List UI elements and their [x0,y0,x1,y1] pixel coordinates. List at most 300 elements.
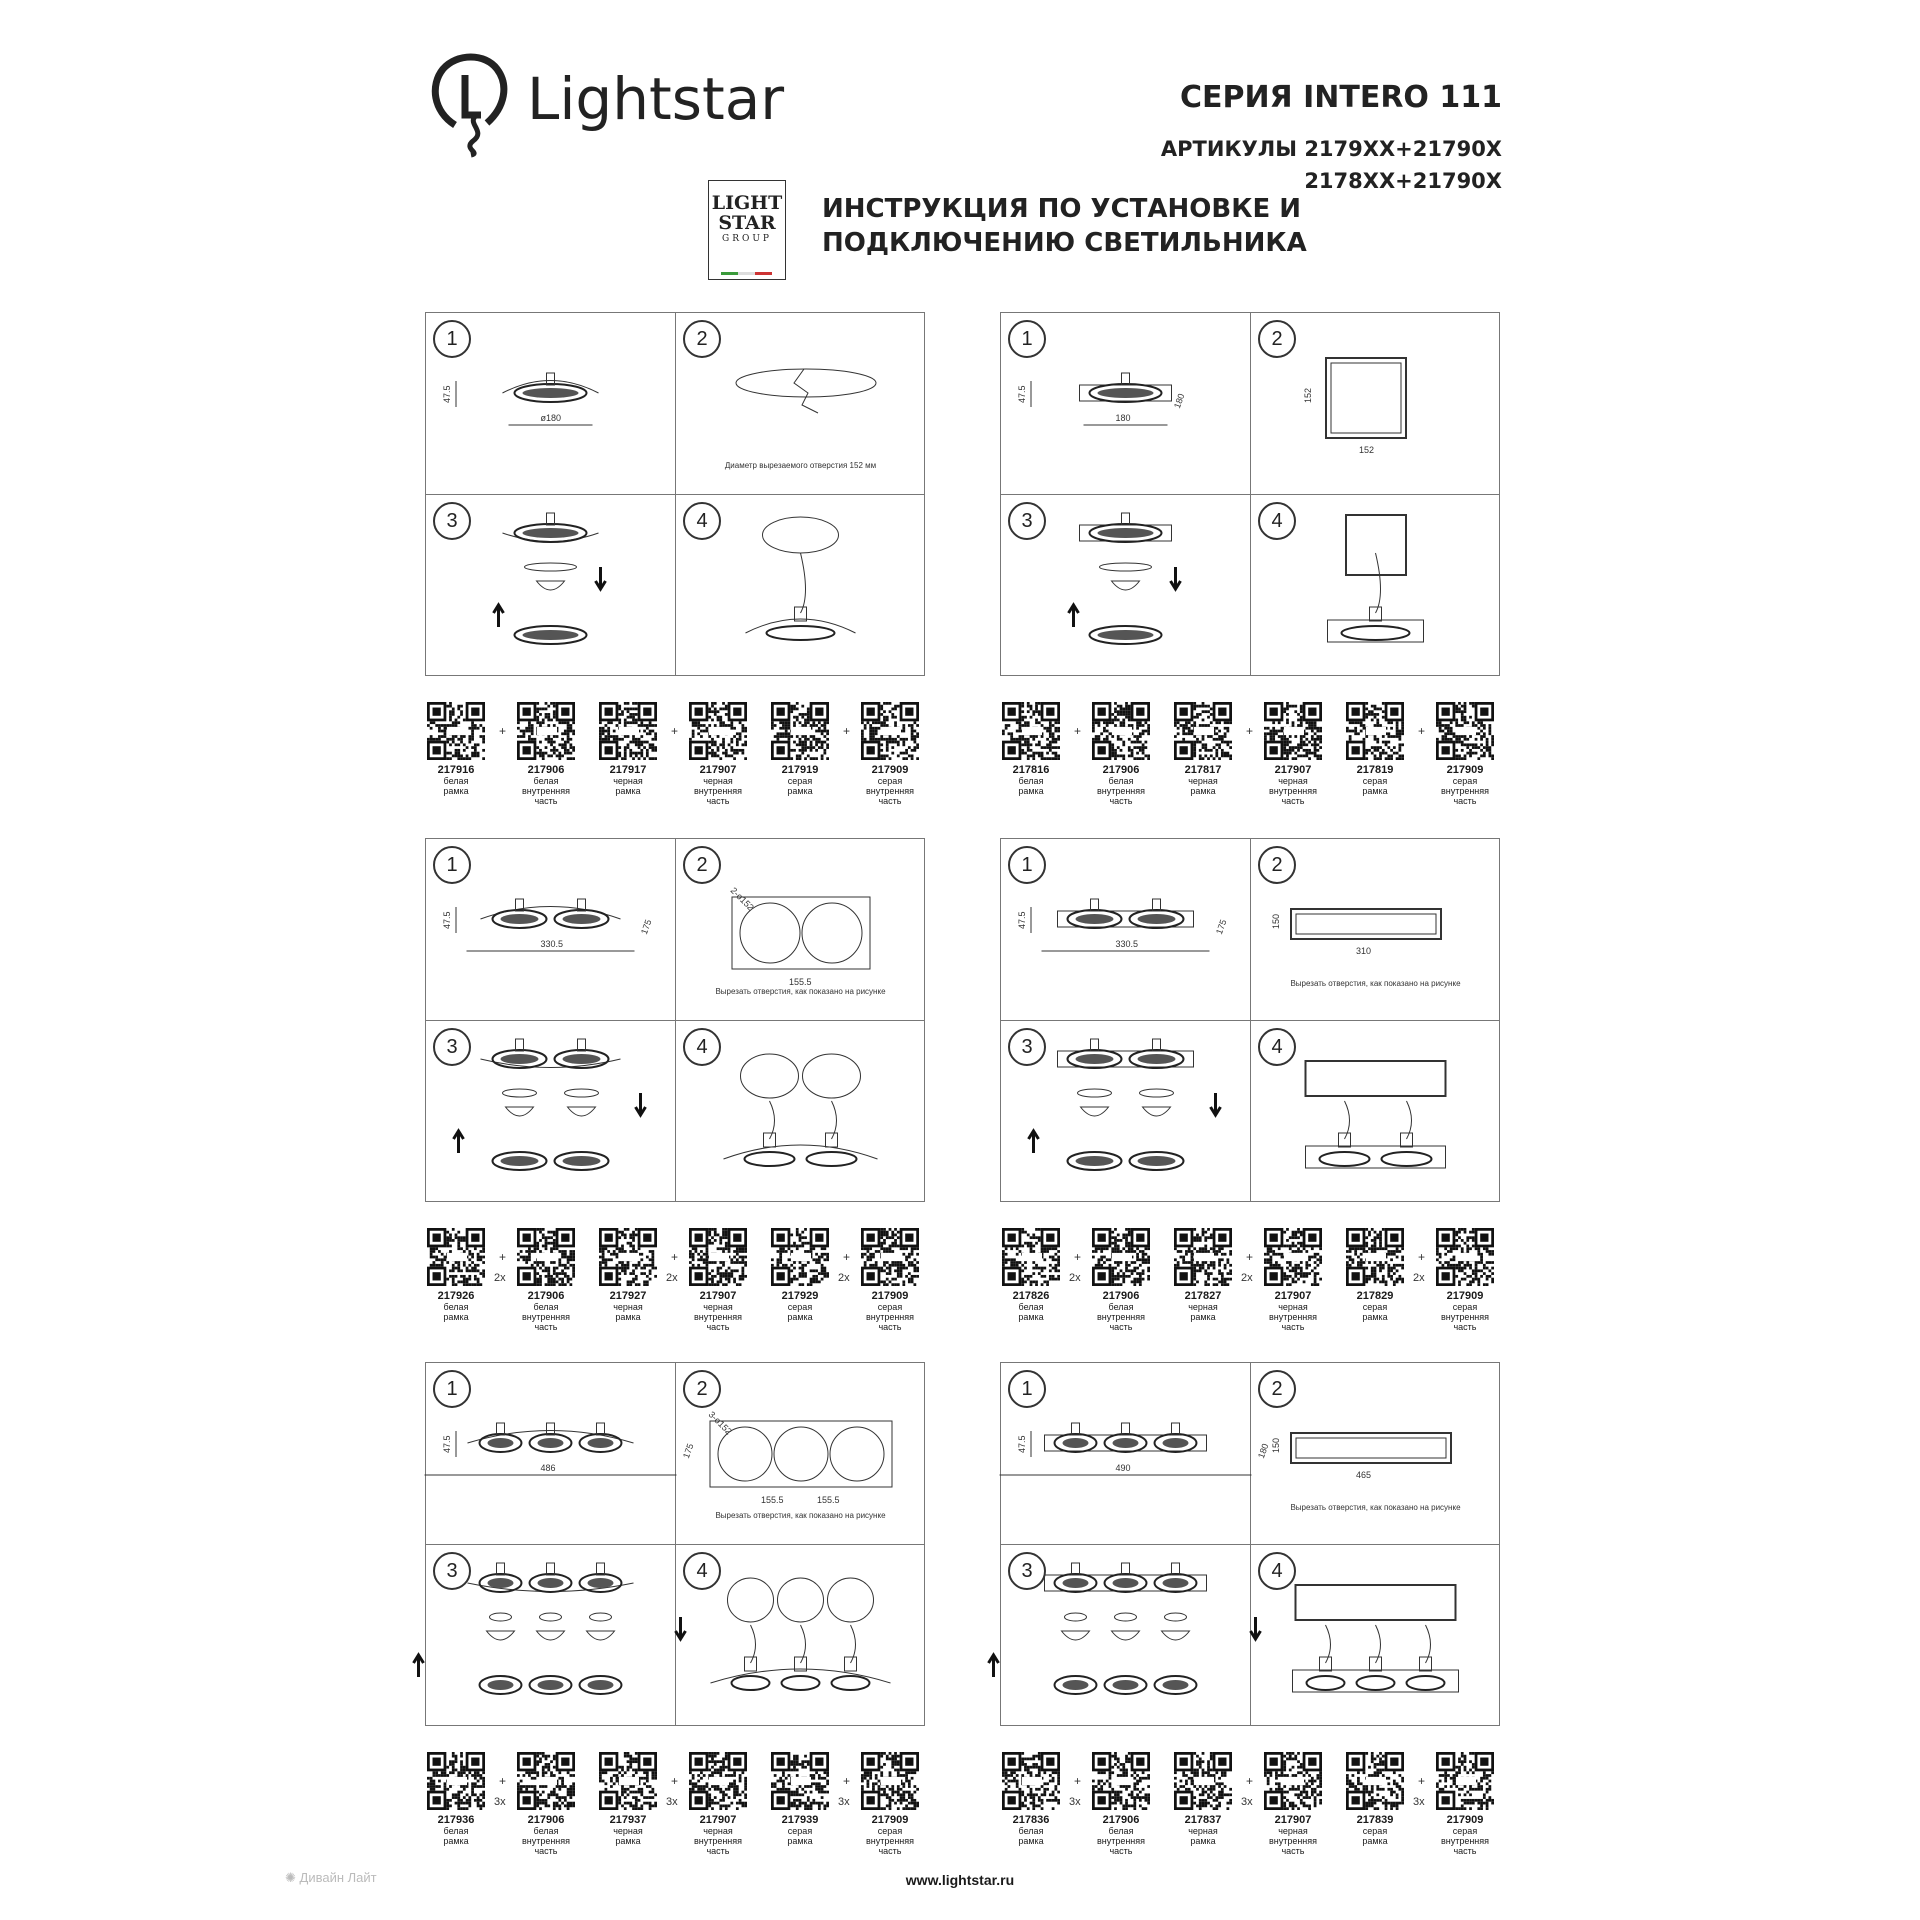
article-code: 217929 [781,1290,819,1302]
step-cell [1001,1363,1271,1544]
article-desc-line-2: рамка [1018,1312,1044,1322]
article-desc-line-2: рамка [1362,1312,1388,1322]
article-desc-line-1: белая [443,1302,469,1312]
plus-sign: + [1246,1250,1254,1264]
cut-dim-b: 155.5 [789,977,812,987]
dim-height: 47.5 [1017,1435,1027,1453]
article-desc-line-2: часть [1453,796,1477,806]
step-number: 1 [1008,320,1046,358]
article-desc-line-2: часть [1453,1846,1477,1856]
step-number: 3 [1008,1028,1046,1066]
article-code: 217909 [1446,764,1484,776]
article-code: 217906 [527,764,565,776]
step-cell [676,1363,925,1544]
cut-note: Вырезать отверстия, как показано на рисунке [1290,979,1461,988]
qr-code-item[interactable] [515,1752,577,1856]
dim-height: 47.5 [1017,911,1027,929]
article-desc-line-1: черная внутренняя [693,1826,743,1846]
step-number: 2 [1258,1370,1296,1408]
quantity-multiplier: 3x [1069,1796,1081,1808]
qr-code-item[interactable] [1090,702,1152,806]
article-desc-line-1: серая внутренняя [865,776,915,796]
cut-dim-b: 310 [1356,946,1372,956]
article-desc-line-2: часть [1453,1322,1477,1332]
article-code: 217916 [437,764,475,776]
qr-code-icon[interactable] [1172,1228,1234,1286]
qr-code-icon[interactable] [1172,702,1234,760]
article-desc-line-2: рамка [1018,786,1044,796]
article-desc-line-1: серая [787,1302,813,1312]
plus-sign: + [1246,724,1254,738]
cut-dim-a: 3-ø152 [706,1409,734,1437]
quantity-multiplier: 3x [494,1796,506,1808]
quantity-multiplier: 3x [1241,1796,1253,1808]
step-cell [676,313,925,494]
step-number: 1 [1008,846,1046,884]
step-cell [676,1021,925,1202]
step-number: 4 [1258,1028,1296,1066]
step-number: 2 [1258,320,1296,358]
article-desc-line-1: белая [443,776,469,786]
article-desc-line-1: серая внутренняя [1440,1826,1490,1846]
article-code: 217836 [1012,1814,1050,1826]
article-desc-line-2: часть [706,1846,730,1856]
instruction-panel [425,312,925,676]
step-number: 3 [1008,502,1046,540]
quantity-multiplier: 2x [494,1272,506,1284]
qr-code-item[interactable] [1000,1228,1062,1322]
dim-side: 175 [1213,918,1229,936]
qr-code-item[interactable] [1344,1752,1406,1846]
light-star-group-logo [708,180,786,280]
quantity-multiplier: 2x [838,1272,850,1284]
group-logo-light: LIGHT [711,192,783,214]
article-desc-line-1: белая [1018,1826,1044,1836]
qr-code-icon[interactable] [1344,1752,1406,1810]
article-desc-line-2: рамка [787,1312,813,1322]
qr-code-icon[interactable] [597,702,659,760]
step-number: 1 [1008,1370,1046,1408]
dim-height: 47.5 [442,385,452,403]
article-desc-line-2: часть [534,796,558,806]
qr-code-icon[interactable] [859,702,921,760]
article-code: 217909 [871,1290,909,1302]
qr-code-icon[interactable] [1090,702,1152,760]
article-desc-line-1: черная [1188,1302,1218,1312]
qr-code-icon[interactable] [1344,702,1406,760]
article-desc-line-1: черная внутренняя [1268,1826,1318,1846]
article-desc-line-1: серая [1362,776,1388,786]
qr-code-icon[interactable] [769,1752,831,1810]
qr-code-item[interactable] [1000,702,1062,796]
step-number: 4 [1258,1552,1296,1590]
article-code: 217909 [1446,1814,1484,1826]
qr-code-item[interactable] [1090,1228,1152,1332]
article-desc-line-1: серая внутренняя [1440,1302,1490,1322]
italian-flag-stripe [721,262,773,265]
quantity-multiplier: 2x [1069,1272,1081,1284]
step-number: 1 [433,320,471,358]
plus-sign: + [1418,1250,1426,1264]
article-desc-line-1: черная [1188,1826,1218,1836]
article-desc-line-1: белая внутренняя [521,776,571,796]
qr-code-icon[interactable] [425,1752,487,1810]
qr-code-item[interactable] [425,1228,487,1322]
cut-dim-b: 465 [1356,1470,1372,1480]
article-desc-line-1: белая внутренняя [1096,1826,1146,1846]
article-code: 217909 [871,1814,909,1826]
articles-line-2: 2178XX+21790X [1304,169,1502,193]
instruction-panel [1000,1362,1500,1726]
article-desc-line-2: часть [878,1322,902,1332]
qr-code-item[interactable] [597,702,659,796]
qr-code-icon[interactable] [1090,1228,1152,1286]
article-desc-line-1: белая [1018,776,1044,786]
step-number: 4 [683,1552,721,1590]
qr-code-item[interactable] [859,1752,921,1856]
article-code: 217907 [1274,764,1312,776]
article-desc-line-2: рамка [1190,786,1216,796]
series-title: СЕРИЯ INTERO 111 [1179,80,1502,115]
dim-width: 180 [1115,413,1131,423]
article-code: 217909 [871,764,909,776]
qr-code-icon[interactable] [1090,1752,1152,1810]
step-cell [426,839,675,1020]
article-desc-line-1: черная [613,1826,643,1836]
qr-code-item[interactable] [769,1752,831,1846]
title-line-1: ИНСТРУКЦИЯ ПО УСТАНОВКЕ И [822,194,1302,224]
qr-code-item[interactable] [425,702,487,796]
qr-code-icon[interactable] [515,1752,577,1810]
step-cell [1001,313,1250,494]
qr-code-icon[interactable] [1344,1228,1406,1286]
article-desc-line-2: рамка [615,786,641,796]
qr-code-icon[interactable] [769,702,831,760]
step-number: 4 [683,502,721,540]
step-cell [676,495,925,676]
plus-sign: + [843,724,851,738]
qr-code-icon[interactable] [515,1228,577,1286]
qr-code-item[interactable] [1344,1228,1406,1322]
article-desc-line-1: белая [1018,1302,1044,1312]
plus-sign: + [1074,1250,1082,1264]
qr-code-item[interactable] [769,702,831,796]
step-number: 2 [683,1370,721,1408]
dim-width: 486 [540,1463,556,1473]
qr-code-item[interactable] [769,1228,831,1322]
group-logo-star: STAR [718,212,776,234]
footer-brand-icon: ✺ [285,1870,300,1885]
step-number: 2 [683,846,721,884]
article-desc-line-2: часть [706,796,730,806]
step-number: 2 [683,320,721,358]
quantity-multiplier: 2x [666,1272,678,1284]
article-code: 217817 [1184,764,1222,776]
dim-height: 47.5 [442,911,452,929]
step-cell [426,1545,675,1726]
step-cell [1001,1545,1250,1726]
quantity-multiplier: 3x [1413,1796,1425,1808]
cut-dim-c: 155.5 [817,1495,840,1505]
qr-code-row [1000,702,1520,812]
plus-sign: + [1418,1774,1426,1788]
qr-code-item[interactable] [1434,1752,1496,1856]
qr-code-item[interactable] [1172,1752,1234,1846]
dim-side: 180 [1171,392,1187,410]
qr-code-item[interactable] [1434,1228,1496,1332]
qr-code-icon[interactable] [1434,1752,1496,1810]
article-desc-line-2: рамка [787,1836,813,1846]
qr-code-icon[interactable] [1000,702,1062,760]
qr-code-item[interactable] [859,1228,921,1332]
article-code: 217926 [437,1290,475,1302]
step-cell [676,839,925,1020]
cut-note: Вырезать отверстия, как показано на рисунке [715,1511,886,1520]
step-cell [1001,839,1250,1020]
qr-code-icon[interactable] [1000,1752,1062,1810]
plus-sign: + [1074,724,1082,738]
article-desc-line-2: часть [878,1846,902,1856]
qr-code-icon[interactable] [1434,1228,1496,1286]
cut-dim-a: 150 [1271,913,1281,929]
article-desc-line-2: рамка [1362,786,1388,796]
article-code: 217907 [699,1814,737,1826]
plus-sign: + [499,724,507,738]
plus-sign: + [1246,1774,1254,1788]
quantity-multiplier: 2x [1413,1272,1425,1284]
qr-code-item[interactable] [687,1228,749,1332]
qr-code-icon[interactable] [687,1228,749,1286]
article-desc-line-2: часть [1109,796,1133,806]
article-code: 217829 [1356,1290,1394,1302]
article-desc-line-2: рамка [443,1836,469,1846]
qr-code-icon[interactable] [859,1228,921,1286]
article-code: 217816 [1012,764,1050,776]
qr-code-item[interactable] [515,1228,577,1332]
qr-code-row [425,1752,945,1862]
cut-dim-a: 152 [1303,387,1313,403]
dim-side: 175 [638,918,654,936]
bulb-logo-icon [425,45,525,155]
qr-code-icon[interactable] [425,702,487,760]
article-desc-line-1: серая [1362,1826,1388,1836]
qr-code-item[interactable] [1344,702,1406,796]
qr-code-item[interactable] [515,702,577,806]
dim-side: 175 [680,1442,696,1460]
qr-code-item[interactable] [425,1752,487,1846]
article-code: 217819 [1356,764,1394,776]
dim-width: 330.5 [540,939,564,949]
step-number: 3 [1008,1552,1046,1590]
article-code: 217919 [781,764,819,776]
qr-code-item[interactable] [1262,1228,1324,1332]
step-cell [426,313,675,494]
lightstar-logo [425,45,805,155]
article-desc-line-1: серая внутренняя [865,1826,915,1846]
article-desc-line-2: рамка [1190,1836,1216,1846]
article-desc-line-2: часть [1109,1846,1133,1856]
plus-sign: + [671,1774,679,1788]
dim-width: 490 [1115,1463,1131,1473]
qr-code-item[interactable] [1090,1752,1152,1856]
series-header [1161,80,1502,197]
group-logo-group: GROUP [722,234,772,244]
plus-sign: + [843,1774,851,1788]
article-desc-line-2: часть [1281,1846,1305,1856]
cut-dim-a: 2-ø152 [728,885,756,913]
article-code: 217906 [527,1814,565,1826]
qr-code-item[interactable] [1172,1228,1234,1322]
article-code: 217906 [527,1290,565,1302]
footer-url[interactable]: www.lightstar.ru [905,1872,1015,1888]
instruction-title [822,192,1307,260]
article-desc-line-1: серая [787,776,813,786]
article-code: 217837 [1184,1814,1222,1826]
article-code: 217907 [699,764,737,776]
qr-code-item[interactable] [859,702,921,806]
footer-brand-text: Дивайн Лайт [299,1870,377,1885]
qr-code-item[interactable] [1262,702,1324,806]
article-code: 217907 [1274,1814,1312,1826]
cut-note: Вырезать отверстия, как показано на рисунке [1290,1503,1461,1512]
qr-code-row [1000,1228,1520,1338]
article-desc-line-2: часть [534,1846,558,1856]
step-cell [426,1021,675,1202]
article-code: 217906 [1102,1290,1140,1302]
qr-code-icon[interactable] [1262,1228,1324,1286]
cut-dim-b: 155.5 [761,1495,784,1505]
qr-code-icon[interactable] [859,1752,921,1810]
article-desc-line-1: черная внутренняя [693,776,743,796]
qr-code-icon[interactable] [1262,702,1324,760]
qr-code-icon[interactable] [1262,1752,1324,1810]
quantity-multiplier: 3x [838,1796,850,1808]
cut-note: Вырезать отверстия, как показано на рисунке [715,987,886,996]
qr-code-item[interactable] [597,1752,659,1846]
step-number: 2 [1258,846,1296,884]
article-code: 217839 [1356,1814,1394,1826]
step-cell [1251,1021,1500,1202]
instruction-panel [425,838,925,1202]
plus-sign: + [843,1250,851,1264]
qr-code-icon[interactable] [769,1228,831,1286]
plus-sign: + [671,1250,679,1264]
qr-code-item[interactable] [597,1228,659,1322]
cut-note: Диаметр вырезаемого отверстия 152 мм [724,461,877,470]
step-cell [426,1363,696,1544]
dim-width: 330.5 [1115,939,1139,949]
step-cell [1001,495,1250,676]
quantity-multiplier: 2x [1241,1272,1253,1284]
quantity-multiplier: 3x [666,1796,678,1808]
article-desc-line-1: черная [613,776,643,786]
article-desc-line-1: белая внутренняя [521,1302,571,1322]
article-code: 217827 [1184,1290,1222,1302]
step-cell [1251,1363,1500,1544]
article-desc-line-2: часть [878,796,902,806]
article-desc-line-2: часть [1281,1322,1305,1332]
qr-code-icon[interactable] [687,702,749,760]
qr-code-icon[interactable] [515,702,577,760]
article-code: 217936 [437,1814,475,1826]
instruction-panel [1000,838,1500,1202]
article-code: 217906 [1102,1814,1140,1826]
step-number: 3 [433,502,471,540]
qr-code-icon[interactable] [687,1752,749,1810]
article-desc-line-1: серая внутренняя [1440,776,1490,796]
article-desc-line-2: рамка [615,1836,641,1846]
cut-dim-a: 150 [1271,1437,1281,1453]
qr-code-row [1000,1752,1520,1862]
step-number: 3 [433,1552,471,1590]
article-desc-line-2: рамка [443,1312,469,1322]
qr-code-item[interactable] [687,1752,749,1856]
qr-code-icon[interactable] [1000,1228,1062,1286]
article-desc-line-1: белая [443,1826,469,1836]
qr-code-icon[interactable] [1172,1752,1234,1810]
step-cell [1001,1021,1250,1202]
article-code: 217939 [781,1814,819,1826]
qr-code-icon[interactable] [1434,702,1496,760]
article-desc-line-1: черная внутренняя [1268,1302,1318,1322]
step-number: 1 [433,846,471,884]
qr-code-item[interactable] [687,702,749,806]
article-desc-line-2: рамка [1362,1836,1388,1846]
dim-side: 180 [1255,1442,1271,1460]
article-desc-line-1: черная [613,1302,643,1312]
dim-height: 47.5 [442,1435,452,1453]
qr-code-item[interactable] [1000,1752,1062,1846]
article-code: 217826 [1012,1290,1050,1302]
plus-sign: + [499,1774,507,1788]
article-desc-line-1: серая [787,1826,813,1836]
article-code: 217937 [609,1814,647,1826]
instruction-panel [425,1362,925,1726]
step-cell [1251,1545,1500,1726]
article-desc-line-1: белая внутренняя [521,1826,571,1846]
article-desc-line-2: часть [706,1322,730,1332]
dim-width: ø180 [540,413,562,423]
cut-dim-b: 152 [1359,445,1375,455]
plus-sign: + [499,1250,507,1264]
article-code: 217907 [699,1290,737,1302]
article-desc-line-2: часть [1281,796,1305,806]
qr-code-icon[interactable] [425,1228,487,1286]
qr-code-icon[interactable] [597,1228,659,1286]
article-desc-line-1: белая внутренняя [1096,776,1146,796]
qr-code-item[interactable] [1172,702,1234,796]
article-desc-line-2: рамка [1190,1312,1216,1322]
article-desc-line-2: часть [534,1322,558,1332]
article-desc-line-1: черная внутренняя [1268,776,1318,796]
qr-code-item[interactable] [1262,1752,1324,1856]
title-line-2: ПОДКЛЮЧЕНИЮ СВЕТИЛЬНИКА [822,228,1307,258]
article-desc-line-1: серая [1362,1302,1388,1312]
dim-height: 47.5 [1017,385,1027,403]
article-desc-line-1: черная внутренняя [693,1302,743,1322]
articles-line-1: АРТИКУЛЫ 2179XX+21790X [1160,137,1502,161]
step-cell [1251,495,1500,676]
article-desc-line-2: рамка [615,1312,641,1322]
step-cell [1251,839,1500,1020]
article-desc-line-2: рамка [1018,1836,1044,1846]
qr-code-item[interactable] [1434,702,1496,806]
qr-code-icon[interactable] [597,1752,659,1810]
qr-code-row [425,1228,945,1338]
plus-sign: + [1074,1774,1082,1788]
step-number: 4 [683,1028,721,1066]
article-desc-line-2: рамка [443,786,469,796]
